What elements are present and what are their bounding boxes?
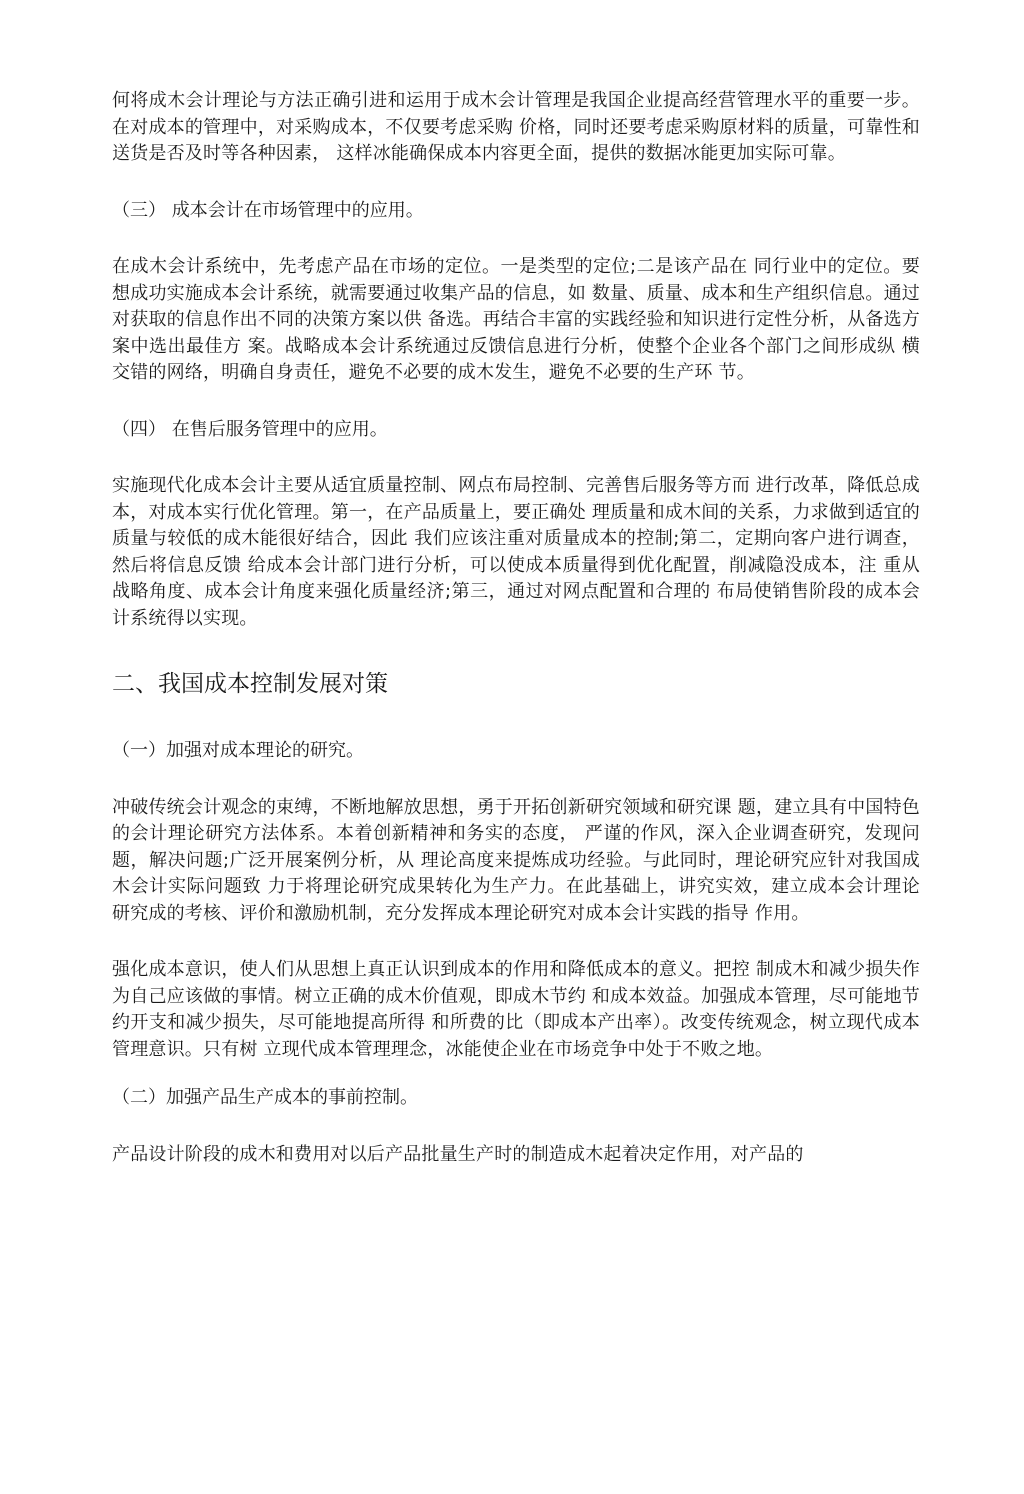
paragraph-cost-awareness: 强化成本意识，使人们从思想上真正认识到成本的作用和降低成本的意义。把控 制成木和减少损失作为自己应该做的事情。树立正确的成木价值观，即成木节约 和成本效益。加强成本管理，尽可能地节约开支和减少损失，尽可能地提高所得 和所费的比（即成本产出率）。改变传统观念，树立现代成本管理意识。只有树 立现代成本管理理念，冰能使企业在市场竞争中处于不败之地。 <box>112 959 920 1060</box>
document-page <box>112 88 920 1168</box>
subheading-strengthen-theory: （一）加强对成本理论的研究。 <box>112 740 364 761</box>
subheading-market-management: （三） 成本会计在市场管理中的应用。 <box>112 199 424 221</box>
section-heading-cost-control: 二、我国成本控制发展对策 <box>112 671 388 697</box>
paragraph-theory-research: 冲破传统会计观念的束缚，不断地解放思想，勇于开拓创新研究领域和研究课 题，建立具有中国特色的会计理论研究方法体系。本着创新精神和务实的态度， 严谨的作风，深入企业调查研究，发现问题，解决问题;广泛开展案例分析，从 理论高度来提炼成功经验。与此同时，理论研究应针对我国成木会计实际问题致 力于将理论研究成果转化为生产力。在此基础上，讲究实效，建立成本会计理论 研究成的考核、评价和激励机制，充分发挥成本理论研究对成本会计实践的指导 作用。 <box>112 796 920 924</box>
paragraph-market-positioning: 在成木会计系统中，先考虑产品在市场的定位。一是类型的定位;二是该产品在 同行业中的定位。要想成功实施成本会计系统，就需要通过收集产品的信息，如 数量、质量、成本和生产组织信息。通过对获取的信息作出不同的决策方案以供 备选。再结合丰富的实践经验和知识进行定性分析，从备选方案中选出最佳方 案。战略成本会计系统通过反馈信息进行分析，使整个企业各个部门之间形成纵 横交错的网络，明确自身责任，避免不必要的成木发生，避免不必要的生产环 节。 <box>112 256 920 383</box>
subheading-after-sales: （四） 在售后服务管理中的应用。 <box>112 418 388 440</box>
paragraph-design-phase-cost: 产品设计阶段的成木和费用对以后产品批量生产时的制造成木起着决定作用，对产品的 <box>112 1143 804 1165</box>
paragraph-after-sales-reform: 实施现代化成本会计主要从适宜质量控制、网点布局控制、完善售后服务等方而 进行改革，降低总成本，对成本实行优化管理。第一，在产品质量上，要正确处 理质量和成木间的关系，力求做到适宜的质量与较低的成木能很好结合，因此 我们应该注重对质量成本的控制;第二，定期向客户进行调查，然后将信息反馈 给成本会计部门进行分析，可以使成本质量得到优化配置，削减隐没成本，注 重从战略角度、成本会计角度来强化质量经济;第三，通过对网点配置和合理的 布局使销售阶段的成本会计系统得以实现。 <box>112 475 920 629</box>
subheading-pre-production-control: （二）加强产品生产成本的事前控制。 <box>112 1087 418 1108</box>
paragraph-cost-theory-intro: 何将成木会计理论与方法正确引进和运用于成木会计管理是我国企业提高经营管理水平的重要一步。在对成本的管理中，对采购成本，不仅要考虑采购 价格，同时还要考虑采购原材料的质量，可靠性和送货是否及时等各种因素， 这样冰能确保成本内容更全面，提供的数据冰能更加实际可靠。 <box>112 90 920 164</box>
